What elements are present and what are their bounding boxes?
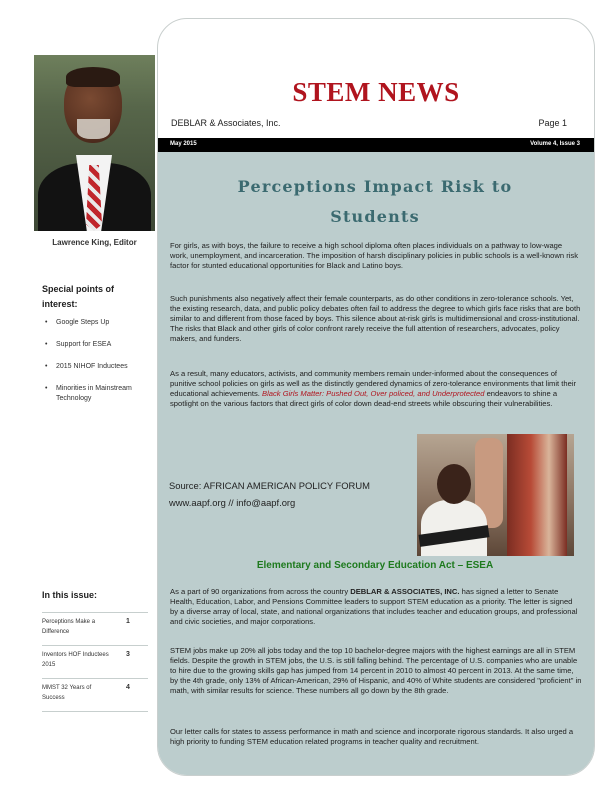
section-title: Elementary and Secondary Education Act – ESEA <box>256 560 494 571</box>
toc-title: Inventors HOF Inductees 2015 <box>42 652 109 668</box>
article-paragraph: Such punishments also negatively affect their female counterparts, as do other conditions in zero-tolerance schools. Yet, the existing research, data, and public policy debates often fail to address the degree to which girls face risks that are both similar to and different from those faced by boys. This silence about at-risk girls is multidimensional and cross-institutional. The risks that Black and other girls of color confront rarely receive the full attention of researchers, advocates, policy makers, and funders. <box>170 294 581 343</box>
toc-page: 3 <box>126 651 130 658</box>
issue-bar <box>158 138 594 152</box>
source-block <box>169 477 399 511</box>
toc-title: Perceptions Make a Difference <box>42 619 96 635</box>
list-item: • 2015 NIHOF Inductees <box>45 362 155 372</box>
article-paragraph: As a part of 90 organizations from across the country DEBLAR & ASSOCIATES, INC. has signed a letter to Senate Health, Education, Labor, and Pensions Committee leaders to support STEM education as a priority. The letter is signed by a diverse array of local, state, and national organizations that includes teacher and education groups, and professional and civic societies, and major corporations. <box>170 587 578 626</box>
issue-volume: Volume 4, Issue 3 <box>530 141 580 147</box>
report-title: Black Girls Matter: Pushed Out, Over policed, and Underprotected <box>262 389 485 398</box>
source-contact[interactable]: www.aapf.org // info@aapf.org <box>169 497 296 508</box>
toc-row[interactable] <box>42 645 148 678</box>
company-bold: DEBLAR & ASSOCIATES, INC. <box>350 587 460 596</box>
masthead: STEM NEWS <box>292 77 460 107</box>
toc-row[interactable] <box>42 612 148 645</box>
photo-caption: Lawrence King, Editor <box>52 238 137 247</box>
student-photo <box>417 434 574 556</box>
toc-title: MMST 32 Years of Success <box>42 685 92 701</box>
source-name: Source: AFRICAN AMERICAN POLICY FORUM <box>169 480 370 491</box>
toc-page: 4 <box>126 684 130 691</box>
table-of-contents <box>42 612 148 712</box>
article-headline: Perceptions Impact Risk to Students <box>237 177 513 226</box>
issue-date: May 2015 <box>170 141 197 147</box>
toc-page: 1 <box>126 618 130 625</box>
special-points-list <box>45 318 155 416</box>
page-number: Page 1 <box>538 118 567 128</box>
article-paragraph: Our letter calls for states to assess performance in math and science and incorporate rigorous standards. It also urged a high priority to funding STEM education related programs in teacher quality and recruitment. <box>170 727 574 746</box>
in-this-issue-title: In this issue: <box>42 590 98 600</box>
list-item: • Support for ESEA <box>45 340 155 350</box>
company-name: DEBLAR & Associates, Inc. <box>171 118 281 128</box>
list-item: • Minorities in Mainstream Technology <box>45 384 155 404</box>
toc-row[interactable] <box>42 678 148 712</box>
article-paragraph: STEM jobs make up 20% all jobs today and the top 10 bachelor-degree majors with the highest earnings are all in STEM fields. Despite the growth in STEM jobs, the U.S. is still falling behind. The percentage of U.S. companies who are unable to hire due to the growing skills gap has jumped from 14 percent in 2010 to almost 40 percent in 2013. At the same time, by the 4th grade, only 13% of African-American, 29% of Hispanic, and 40% of White students are considered "proficient" in math, with similar results for science. These numbers all go down by the 8th grade. <box>170 646 582 695</box>
editor-photo <box>34 55 155 231</box>
article-paragraph: As a result, many educators, activists, and community members remain under-informed about the consequences of punitive school policies on girls as well as the distinctly gendered dynamics of zero-tolerance environments that limit their educational achievements. Black Girls Matter: Pushed Out, Over policed, and Underprotected endeavors to shine a spotlight on the various factors that direct girls of color down dead-end streets while obscuring their vulnerabilities. <box>170 369 577 408</box>
special-points-title: Special points of interest: <box>42 284 115 309</box>
list-item: • Google Steps Up <box>45 318 155 328</box>
article-paragraph: For girls, as with boys, the failure to receive a high school diploma often places individuals on a pathway to low-wage work, unemployment, and incarceration. The imposition of harsh disciplinary policies in public schools is a well-known risk factor for stunted educational opportunities for Black and Latino boys. <box>170 241 578 270</box>
